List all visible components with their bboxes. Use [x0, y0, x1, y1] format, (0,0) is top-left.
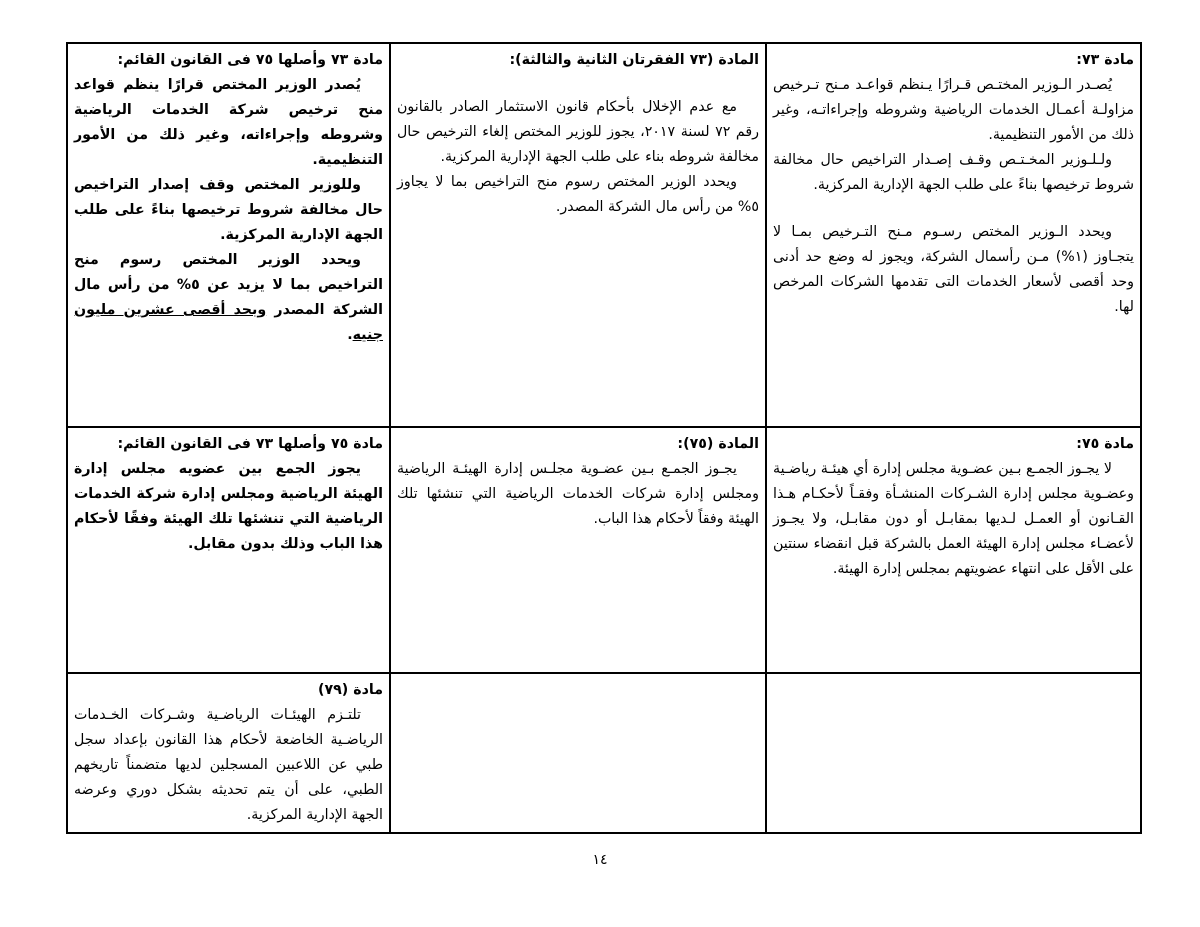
article-paragraph: وللوزير المختص وقف إصدار التراخيص حال مخالفة شروط ترخيصها بناءً على طلب الجهة الإدارية المركزية.	[74, 177, 383, 243]
cell-current-article-73	[766, 43, 1141, 427]
article-paragraph: يُصدر الوزير المختص قرارًا ينظم قواعد منح ترخيص شركة الخدمات الرياضية وشروطه وإجراءاته، وغير ذلك من الأمور التنظيمية.	[74, 77, 383, 168]
article-paragraph: ولـلـوزير المخـتـص وقـف إصـدار التراخيص حال مخالفة شروط ترخيصها بناءً على طلب الجهة الإدارية المركزية.	[773, 152, 1134, 193]
cell-amended-article-73	[390, 43, 766, 427]
article-paragraph: يجـوز الجمـع بـين عضـوية مجلـس إدارة الهيئـة الرياضية ومجلس إدارة شركات الخدمات الرياضية التي تنشئها تلك الهيئة وفقاً لأحكام هذا الباب.	[397, 461, 759, 527]
article-title: مادة ٧٥ وأصلها ٧٣ فى القانون القائم:	[117, 436, 383, 452]
article-title: المادة (٧٣ الفقرتان الثانية والثالثة):	[509, 52, 759, 68]
article-title: مادة (٧٩)	[317, 682, 383, 698]
article-paragraph: لا يجـوز الجمـع بـين عضـوية مجلس إدارة أي هيئـة رياضـية وعضـوية مجلس إدارة الشـركات المنشـأة وفقـاً لأحكـام هـذا القـانون أو العمـل لـديها بمقابـل أو دون مقابـل، ولا يجـوز لأعضـاء مجلس إدارة الهيئة العمل بالشركة قبل انقضاء سنتين على الأقل على انتهاء عضويتهم بمجلس إدارة الهيئة.	[773, 461, 1134, 577]
cell-empty	[390, 673, 766, 833]
article-title: مادة ٧٣:	[1076, 52, 1134, 68]
underlined-text: وبحد أقصى عشرين مليون جنيه	[74, 302, 383, 343]
cell-final-article-75	[67, 427, 390, 673]
page-number: ١٤	[592, 852, 608, 868]
article-paragraph: ويحدد الوزير المختص رسوم منح التراخيص بما لا يجاوز ٥% من رأس مال الشركة المصدر.	[397, 174, 759, 215]
comparison-table	[66, 42, 1142, 834]
article-paragraph: يجوز الجمع بين عضويه مجلس إدارة الهيئة الرياضية ومجلس إدارة شركة الخدمات الرياضية التي تنشئها تلك الهيئة وفقًا لأحكام هذا الباب وذلك بدون مقابل.	[74, 461, 383, 552]
article-paragraph: تلتـزم الهيئـات الرياضـية وشـركات الخـدمات الرياضـية الخاضعة لأحكام هذا القانون بإعداد سجل طبي عن اللاعبين المسجلين لديها متضمناً تاريخهم الطبي، على أن يتم تحديثه بشكل دوري وعرضه الجهة الإدارية المركزية.	[74, 707, 383, 823]
table-row	[67, 673, 1141, 833]
cell-amended-article-75	[390, 427, 766, 673]
table-row	[67, 43, 1141, 427]
article-paragraph: ويحدد الوزير المختص رسوم منح التراخيص بما لا يزيد عن ٥% من رأس مال الشركة المصدر وبحد أقصى عشرين مليون جنيه.	[74, 252, 383, 343]
cell-current-article-75	[766, 427, 1141, 673]
article-title: مادة ٧٣ وأصلها ٧٥ فى القانون القائم:	[117, 52, 383, 68]
article-paragraph: يُصـدر الـوزير المختـص قـرارًا يـنظم قواعـد مـنح تـرخيص مزاولـة أعمـال الخدمات الرياضية وشروطه وإجراءاتـه، وغير ذلك من الأمور التنظيمية.	[773, 77, 1134, 143]
cell-final-article-79	[67, 673, 390, 833]
article-paragraph: ويحدد الـوزير المختص رسـوم مـنح التـرخيص بمـا لا يتجـاوز (١%) مـن رأسمال الشركة، ويجوز له وضع حد أدنى وحد أقصى لأسعار الخدمات التى تقدمها الشركات المرخص لها.	[773, 224, 1134, 315]
cell-final-article-73	[67, 43, 390, 427]
article-title: المادة (٧٥):	[677, 436, 759, 452]
article-title: مادة ٧٥:	[1076, 436, 1134, 452]
article-paragraph: مع عدم الإخلال بأحكام قانون الاستثمار الصادر بالقانون رقم ٧٢ لسنة ٢٠١٧، يجوز للوزير المختص إلغاء الترخيص حال مخالفة شروطه بناء على طلب الجهة الإدارية المركزية.	[397, 99, 759, 165]
cell-empty	[766, 673, 1141, 833]
table-row	[67, 427, 1141, 673]
